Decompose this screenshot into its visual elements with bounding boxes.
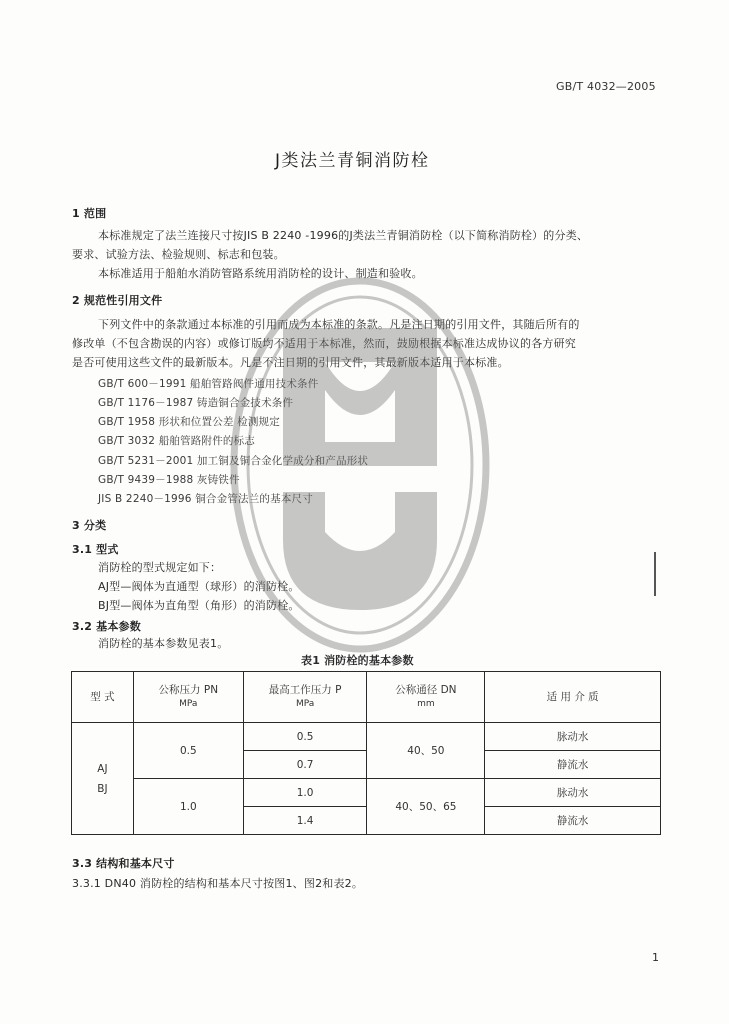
- section-3-heading: 3 分类: [72, 519, 107, 532]
- standard-number: GB/T 4032—2005: [556, 80, 656, 93]
- cell-p: 0.5: [243, 723, 367, 751]
- section-1-paragraph-1-line-1: 本标准规定了法兰连接尺寸按JIS B 2240 -1996的J类法兰青铜消防栓（以下简称消防栓）的分类、: [98, 229, 589, 242]
- section-3-1-aj-type: AJ型—阀体为直通型（球形）的消防栓。: [98, 580, 300, 593]
- section-3-2-heading: 3.2 基本参数: [72, 620, 141, 633]
- section-3-1-intro: 消防栓的型式规定如下：: [98, 561, 222, 574]
- watermark-letter-c: [283, 492, 437, 610]
- table-header-row: [72, 672, 661, 723]
- page-number: 1: [652, 951, 660, 964]
- cell-pn: 1.0: [133, 779, 243, 835]
- header-applicable-medium: 适 用 介 质: [485, 672, 661, 723]
- reference-item: GB/T 9439－1988 灰铸铁件: [98, 474, 240, 486]
- section-2-paragraph-line-1: 下列文件中的条款通过本标准的引用而成为本标准的条款。凡是注日期的引用文件，其随后所有的: [98, 318, 580, 331]
- section-1-paragraph-2: 本标准适用于船舶水消防管路系统用消防栓的设计、制造和验收。: [98, 267, 423, 280]
- cell-medium: 脉动水: [485, 723, 661, 751]
- cell-p: 1.4: [243, 807, 367, 835]
- cell-pn: 0.5: [133, 723, 243, 779]
- reference-item: GB/T 1176－1987 铸造铜合金技术条件: [98, 397, 294, 409]
- reference-item: GB/T 600－1991 船舶管路阀件通用技术条件: [98, 378, 319, 390]
- section-2-paragraph-line-2: 修改单（不包含勘误的内容）或修订版均不适用于本标准，然而，鼓励根据本标准达成协议的各方研究: [72, 337, 576, 350]
- section-1-heading: 1 范围: [72, 207, 107, 220]
- section-3-2-text: 消防栓的基本参数见表1。: [98, 637, 229, 650]
- header-nominal-pressure: 公称压力 PN MPa: [133, 672, 243, 723]
- reference-item: GB/T 3032 船舶管路附件的标志: [98, 435, 255, 447]
- section-1-paragraph-1-line-2: 要求、试验方法、检验规则、标志和包装。: [72, 248, 285, 261]
- type-aj: AJ: [97, 762, 108, 775]
- header-nominal-diameter: 公称通径 DN mm: [367, 672, 485, 723]
- section-3-1-heading: 3.1 型式: [72, 543, 119, 556]
- header-type: 型 式: [72, 672, 134, 723]
- reference-item: GB/T 5231－2001 加工铜及铜合金化学成分和产品形状: [98, 455, 369, 467]
- section-3-1-bj-type: BJ型—阀体为直角型（角形）的消防栓。: [98, 599, 300, 612]
- cell-dn: 40、50、65: [367, 779, 485, 835]
- cell-p: 0.7: [243, 751, 367, 779]
- document-title: J类法兰青铜消防栓: [275, 151, 430, 171]
- cell-dn: 40、50: [367, 723, 485, 779]
- section-2-paragraph-line-3: 是否可使用这些文件的最新版本。凡是不注日期的引用文件，其最新版本适用于本标准。: [72, 356, 509, 369]
- table-1-caption: 表1 消防栓的基本参数: [301, 654, 414, 667]
- table-row: [72, 723, 661, 751]
- reference-item: GB/T 1958 形状和位置公差 检测规定: [98, 416, 280, 428]
- watermark-gap: [325, 492, 395, 502]
- scan-artifact-line: [654, 552, 656, 596]
- section-3-3-1-text: 3.3.1 DN40 消防栓的结构和基本尺寸按图1、图2和表2。: [72, 877, 364, 890]
- header-max-working-pressure: 最高工作压力 P MPa: [243, 672, 367, 723]
- section-3-3-heading: 3.3 结构和基本尺寸: [72, 857, 175, 870]
- cell-p: 1.0: [243, 779, 367, 807]
- table-1-basic-parameters: [71, 671, 661, 835]
- cell-medium: 静流水: [485, 807, 661, 835]
- cell-medium: 脉动水: [485, 779, 661, 807]
- cell-medium: 静流水: [485, 751, 661, 779]
- reference-item: JIS B 2240－1996 铜合金管法兰的基本尺寸: [98, 493, 313, 505]
- table-row: [72, 779, 661, 807]
- section-2-heading: 2 规范性引用文件: [72, 294, 163, 307]
- type-bj: BJ: [97, 782, 108, 795]
- cell-type: [72, 723, 134, 835]
